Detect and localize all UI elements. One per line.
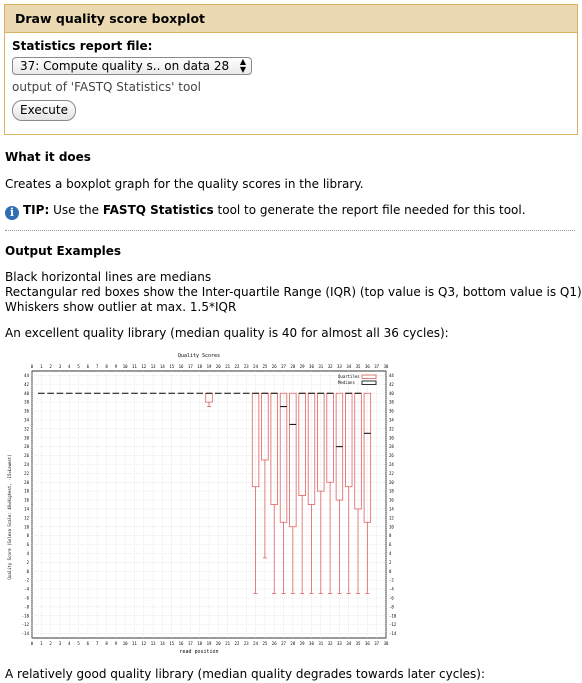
x-tick-label-bottom: 19 — [206, 641, 212, 646]
x-tick-label-bottom: 16 — [178, 641, 184, 646]
x-tick-label-top: 12 — [141, 364, 147, 369]
x-tick-label-top: 29 — [299, 364, 305, 369]
x-tick-label-bottom: 26 — [271, 641, 277, 646]
description-text: Creates a boxplot graph for the quality scores in the library. — [5, 177, 364, 191]
y-tick-label-right: 42 — [389, 381, 394, 387]
y-tick-label-left: 40 — [24, 390, 29, 396]
select-updown-icon: ▲ ▼ — [239, 57, 246, 74]
x-tick-label-bottom: 27 — [281, 641, 286, 646]
y-tick-label-right: -4 — [389, 586, 394, 592]
y-axis-label: Quality Score (Solexa Scale: 40=Highest, -15=Lowest) — [7, 454, 12, 580]
x-tick-label-bottom: 15 — [169, 641, 175, 646]
legend-explanation-medians: Black horizontal lines are medians — [5, 270, 212, 284]
y-tick-label-left: 8 — [26, 533, 29, 539]
x-tick-label-top: 25 — [262, 364, 268, 369]
y-tick-label-left: 20 — [24, 479, 29, 485]
y-tick-label-left: -2 — [24, 577, 29, 583]
x-tick-label-bottom: 30 — [309, 641, 314, 646]
x-tick-label-top: 37 — [374, 364, 380, 369]
y-tick-label-right: 44 — [389, 372, 394, 378]
x-tick-label-top: 27 — [281, 364, 286, 369]
tip-post: tool to generate the report file needed for this tool. — [213, 203, 526, 217]
info-icon: i — [5, 206, 19, 220]
x-tick-label-bottom: 13 — [150, 641, 156, 646]
y-tick-label-left: 38 — [24, 399, 29, 405]
x-tick-label-top: 11 — [132, 364, 137, 369]
x-tick-label-top: 8 — [105, 364, 108, 369]
y-tick-label-right: 14 — [389, 506, 394, 512]
x-tick-label-bottom: 17 — [187, 641, 193, 646]
tip-row — [5, 203, 526, 220]
y-tick-label-left: -10 — [21, 613, 29, 619]
y-tick-label-right: -12 — [389, 622, 397, 628]
x-axis-label: read position — [179, 649, 219, 655]
y-tick-label-left: 10 — [24, 524, 29, 530]
chart-title: Quality Scores — [177, 353, 221, 359]
x-tick-label-top: 4 — [68, 364, 71, 369]
y-tick-label-left: 4 — [26, 550, 29, 556]
x-tick-label-top: 14 — [160, 364, 165, 369]
x-tick-label-top: 1 — [40, 364, 43, 369]
y-tick-label-left: 32 — [24, 426, 29, 432]
x-tick-label-top: 18 — [197, 364, 203, 369]
y-tick-label-right: 34 — [389, 417, 394, 423]
x-tick-label-top: 13 — [150, 364, 156, 369]
quality-boxplot-chart — [5, 352, 397, 655]
y-tick-label-right: 26 — [389, 453, 394, 459]
what-it-does-heading: What it does — [5, 150, 91, 164]
y-tick-label-right: -14 — [389, 631, 397, 637]
y-tick-label-left: 0 — [26, 568, 29, 574]
x-tick-label-top: 24 — [253, 364, 258, 369]
x-tick-label-top: 21 — [225, 364, 231, 369]
x-tick-label-bottom: 0 — [30, 641, 34, 646]
x-tick-label-top: 16 — [178, 364, 184, 369]
x-tick-label-bottom: 14 — [160, 641, 165, 646]
legend-explanation-boxes: Rectangular red boxes show the Inter-quartile Range (IQR) (top value is Q3, bottom value is Q1) — [5, 285, 582, 299]
x-tick-label-top: 31 — [318, 364, 324, 369]
tip-pre: Use the — [49, 203, 103, 217]
x-tick-label-bottom: 34 — [346, 641, 352, 646]
x-tick-label-bottom: 29 — [299, 641, 305, 646]
x-tick-label-bottom: 24 — [253, 641, 258, 646]
x-tick-label-top: 20 — [215, 364, 221, 369]
x-tick-label-top: 10 — [122, 364, 128, 369]
x-tick-label-bottom: 18 — [197, 641, 203, 646]
x-tick-label-bottom: 28 — [290, 641, 296, 646]
y-tick-label-left: 44 — [24, 372, 29, 378]
x-tick-label-top: 26 — [271, 364, 277, 369]
y-tick-label-right: 18 — [389, 488, 394, 494]
x-tick-label-bottom: 9 — [114, 641, 118, 646]
x-tick-label-bottom: 4 — [68, 641, 71, 646]
y-tick-label-left: -12 — [21, 622, 29, 628]
y-tick-label-left: 2 — [26, 559, 29, 565]
y-tick-label-left: 18 — [24, 488, 29, 494]
x-tick-label-bottom: 10 — [122, 641, 128, 646]
y-tick-label-left: 6 — [26, 542, 29, 548]
x-tick-label-bottom: 21 — [225, 641, 231, 646]
y-tick-label-right: 36 — [389, 408, 394, 414]
y-tick-label-right: 2 — [389, 559, 392, 565]
statistics-file-select[interactable] — [12, 57, 252, 75]
y-tick-label-right: 0 — [389, 568, 392, 574]
y-tick-label-right: 38 — [389, 399, 394, 405]
x-tick-label-top: 15 — [169, 364, 175, 369]
y-tick-label-right: 10 — [389, 524, 394, 530]
tool-title: Draw quality score boxplot — [5, 5, 577, 33]
x-tick-label-bottom: 36 — [364, 641, 370, 646]
excellent-library-caption: An excellent quality library (median quality is 40 for almost all 36 cycles): — [5, 326, 449, 340]
y-tick-label-right: 16 — [389, 497, 394, 503]
x-tick-label-top: 23 — [243, 364, 249, 369]
y-tick-label-right: 40 — [389, 390, 394, 396]
y-tick-label-right: 22 — [389, 470, 394, 476]
section-divider — [5, 230, 575, 231]
x-tick-label-top: 17 — [187, 364, 193, 369]
y-tick-label-left: -6 — [24, 595, 29, 601]
legend-explanation-whiskers: Whiskers show outlier at max. 1.5*IQR — [5, 300, 237, 314]
x-tick-label-top: 34 — [346, 364, 352, 369]
output-examples-heading: Output Examples — [5, 244, 122, 258]
y-tick-label-right: -6 — [389, 595, 394, 601]
y-tick-label-left: 16 — [24, 497, 29, 503]
y-tick-label-right: -10 — [389, 613, 397, 619]
field-help-text: output of 'FASTQ Statistics' tool — [12, 80, 201, 94]
y-tick-label-left: 34 — [24, 417, 29, 423]
x-tick-label-top: 28 — [290, 364, 296, 369]
y-tick-label-left: -8 — [24, 604, 29, 610]
y-tick-label-right: 12 — [389, 515, 394, 521]
tip-label: TIP: — [23, 203, 50, 217]
x-tick-label-top: 35 — [355, 364, 361, 369]
y-tick-label-right: 32 — [389, 426, 394, 432]
x-tick-label-bottom: 3 — [58, 641, 62, 646]
x-tick-label-bottom: 37 — [374, 641, 380, 646]
y-tick-label-right: 30 — [389, 435, 394, 441]
x-tick-label-top: 33 — [337, 364, 342, 369]
tip-tool-name: FASTQ Statistics — [102, 203, 214, 217]
x-tick-label-bottom: 35 — [355, 641, 361, 646]
y-tick-label-right: -8 — [389, 604, 394, 610]
y-tick-label-left: 22 — [24, 470, 29, 476]
x-tick-label-bottom: 23 — [243, 641, 249, 646]
y-tick-label-right: 8 — [389, 533, 392, 539]
x-tick-label-top: 7 — [95, 364, 99, 369]
x-tick-label-top: 5 — [77, 364, 80, 369]
x-tick-label-bottom: 31 — [318, 641, 324, 646]
y-tick-label-left: 12 — [24, 515, 29, 521]
legend-label-quartiles: Quartiles — [338, 374, 360, 379]
y-tick-label-right: 20 — [389, 479, 394, 485]
y-tick-label-left: 26 — [24, 453, 29, 459]
statistics-file-select-value: 37: Compute quality s.. on data 28 — [20, 59, 230, 73]
y-tick-label-right: -2 — [389, 577, 394, 583]
y-tick-label-left: -4 — [24, 586, 29, 592]
x-tick-label-bottom: 38 — [383, 641, 389, 646]
x-tick-label-top: 36 — [364, 364, 370, 369]
x-tick-label-top: 0 — [30, 364, 34, 369]
x-tick-label-bottom: 7 — [95, 641, 99, 646]
x-tick-label-top: 30 — [309, 364, 314, 369]
x-tick-label-top: 22 — [234, 364, 240, 369]
x-tick-label-top: 3 — [58, 364, 62, 369]
x-tick-label-bottom: 20 — [215, 641, 221, 646]
x-tick-label-bottom: 6 — [86, 641, 90, 646]
x-tick-label-bottom: 11 — [132, 641, 137, 646]
x-tick-label-top: 2 — [49, 364, 52, 369]
good-library-caption: A relatively good quality library (median quality degrades towards later cycles): — [5, 667, 486, 681]
x-tick-label-bottom: 12 — [141, 641, 147, 646]
legend-label-medians: Medians — [338, 380, 355, 385]
y-tick-label-left: 14 — [24, 506, 29, 512]
y-tick-label-left: -14 — [21, 631, 29, 637]
execute-button[interactable]: Execute — [12, 100, 76, 121]
x-tick-label-bottom: 5 — [77, 641, 80, 646]
statistics-file-label: Statistics report file: — [12, 39, 153, 53]
x-tick-label-top: 6 — [86, 364, 90, 369]
x-tick-label-top: 9 — [114, 364, 118, 369]
y-tick-label-left: 24 — [24, 461, 29, 467]
y-tick-label-right: 4 — [389, 550, 392, 556]
y-tick-label-left: 36 — [24, 408, 29, 414]
x-tick-label-top: 38 — [383, 364, 389, 369]
boxplot-svg — [5, 352, 397, 655]
x-tick-label-bottom: 33 — [337, 641, 342, 646]
x-tick-label-bottom: 22 — [234, 641, 240, 646]
y-tick-label-right: 28 — [389, 444, 394, 450]
x-tick-label-bottom: 8 — [105, 641, 108, 646]
x-tick-label-bottom: 2 — [49, 641, 52, 646]
y-tick-label-left: 42 — [24, 381, 29, 387]
y-tick-label-left: 28 — [24, 444, 29, 450]
y-tick-label-left: 30 — [24, 435, 29, 441]
y-tick-label-right: 6 — [389, 542, 392, 548]
x-tick-label-bottom: 32 — [327, 641, 333, 646]
y-tick-label-right: 24 — [389, 461, 394, 467]
x-tick-label-bottom: 25 — [262, 641, 268, 646]
x-tick-label-top: 19 — [206, 364, 212, 369]
x-tick-label-top: 32 — [327, 364, 333, 369]
x-tick-label-bottom: 1 — [40, 641, 43, 646]
